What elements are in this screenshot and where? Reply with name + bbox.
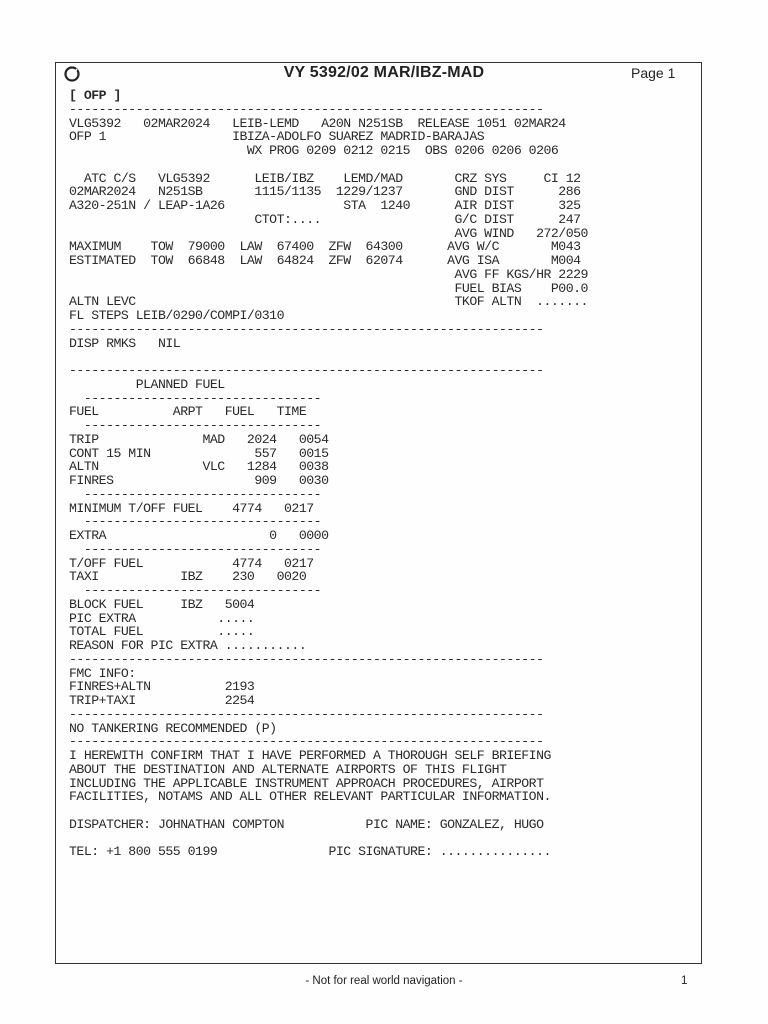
ofp-line: ABOUT THE DESTINATION AND ALTERNATE AIRPORTS OF THIS FLIGHT (69, 761, 507, 777)
ofp-line: AVG FF KGS/HR 2229 (69, 266, 588, 282)
flight-title: VY 5392/02 MAR/IBZ-MAD (283, 64, 485, 81)
page-number: 1 (681, 975, 688, 987)
ofp-line: CONT 15 MIN 557 0015 (69, 445, 329, 461)
ofp-line: -------------------------------- (69, 514, 322, 530)
ofp-line: TRIP+TAXI 2254 (69, 693, 255, 708)
ofp-line: ---------------------------------------------------------------- (69, 101, 544, 117)
ofp-line: DISPATCHER: JOHNATHAN COMPTON PIC NAME: GONZALEZ, HUGO (69, 816, 544, 832)
ofp-line: PLANNED FUEL (69, 376, 225, 392)
ofp-line: -------------------------------- (69, 390, 322, 406)
ofp-line: FL STEPS LEIB/0290/COMPI/0310 (69, 308, 284, 323)
ofp-line: OFP 1 IBIZA-ADOLFO SUAREZ MADRID-BARAJAS (69, 129, 485, 145)
ofp-line: ESTIMATED TOW 66848 LAW 64824 ZFW 62074 AVG ISA M004 (69, 253, 581, 268)
ofp-line: -------------------------------- (69, 418, 322, 433)
ofp-line: FUEL BIAS P00.0 (69, 280, 588, 296)
ofp-line: ---------------------------------------------------------------- (69, 651, 544, 667)
ofp-line: A320-251N / LEAP-1A26 STA 1240 AIR DIST 325 (69, 198, 581, 213)
ofp-line: TAXI IBZ 230 0020 (69, 569, 307, 585)
ofp-line: FINRES 909 0030 (69, 473, 329, 488)
ofp-line (69, 804, 588, 818)
ofp-line: NO TANKERING RECOMMENDED (P) (69, 720, 277, 736)
ofp-line: CTOT:.... G/C DIST 247 (69, 211, 581, 227)
ofp-line: AVG WIND 272/050 (69, 225, 588, 241)
ofp-line: WX PROG 0209 0212 0215 OBS 0206 0206 0206 (69, 143, 559, 158)
ofp-line: DISP RMKS NIL (69, 335, 181, 351)
ofp-line: VLG5392 02MAR2024 LEIB-LEMD A20N N251SB RELEASE 1051 02MAR24 (69, 115, 566, 131)
ofp-line: TRIP MAD 2024 0054 (69, 431, 329, 447)
ofp-line: TOTAL FUEL ..... (69, 624, 255, 640)
ofp-body (69, 89, 588, 859)
ofp-line: FUEL ARPT FUEL TIME (69, 404, 307, 420)
ofp-line: INCLUDING THE APPLICABLE INSTRUMENT APPROACH PROCEDURES, AIRPORT (69, 775, 544, 791)
ofp-line: TEL: +1 800 555 0199 PIC SIGNATURE: ............... (69, 844, 551, 860)
ofp-line: BLOCK FUEL IBZ 5004 (69, 596, 255, 612)
ofp-line: ALTN LEVC TKOF ALTN ....... (69, 294, 588, 310)
ofp-line: ---------------------------------------------------------------- (69, 734, 544, 750)
ofp-line: MINIMUM T/OFF FUEL 4774 0217 (69, 500, 314, 516)
ofp-line: 02MAR2024 N251SB 1115/1135 1229/1237 GND DIST 286 (69, 184, 581, 200)
ofp-tag: [ OFP ] (69, 88, 121, 103)
ofp-line: MAXIMUM TOW 79000 LAW 67400 ZFW 64300 AVG W/C M043 (69, 239, 581, 255)
ofp-line: FINRES+ALTN 2193 (69, 679, 255, 695)
ofp-line (69, 350, 588, 364)
ofp-line: ATC C/S VLG5392 LEIB/IBZ LEMD/MAD CRZ SYS CI 12 (69, 170, 581, 186)
ofp-line: I HEREWITH CONFIRM THAT I HAVE PERFORMED A THOROUGH SELF BRIEFING (69, 748, 551, 763)
ofp-line: T/OFF FUEL 4774 0217 (69, 555, 314, 571)
ofp-line: -------------------------------- (69, 583, 322, 598)
ofp-line: PIC EXTRA ..... (69, 610, 255, 626)
ofp-line: -------------------------------- (69, 541, 322, 557)
ofp-line: ALTN VLC 1284 0038 (69, 459, 329, 475)
ofp-line: -------------------------------- (69, 486, 322, 502)
ofp-line (69, 158, 588, 172)
ofp-line: REASON FOR PIC EXTRA ........... (69, 638, 307, 653)
ofp-line (69, 832, 588, 846)
ofp-line: ---------------------------------------------------------------- (69, 321, 544, 337)
ofp-line: EXTRA 0 0000 (69, 528, 329, 543)
ofp-line: ---------------------------------------------------------------- (69, 363, 544, 378)
disclaimer: - Not for real world navigation - (305, 975, 463, 987)
ofp-line: FMC INFO: (69, 665, 136, 681)
ofp-line: ---------------------------------------------------------------- (69, 706, 544, 722)
ofp-line: FACILITIES, NOTAMS AND ALL OTHER RELEVANT PARTICULAR INFORMATION. (69, 789, 551, 805)
page-label: Page 1 (631, 65, 676, 81)
